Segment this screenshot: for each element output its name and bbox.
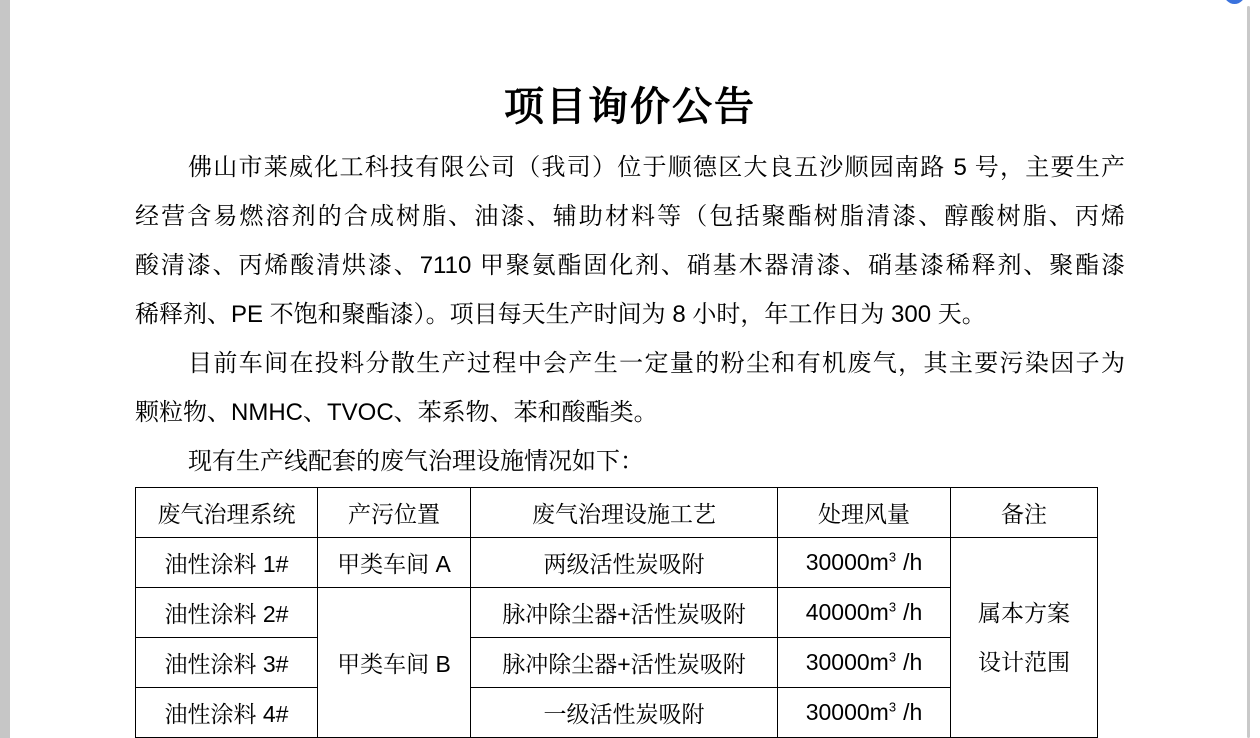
page-title: 项目询价公告 [504,85,756,129]
column-header-process: 废气治理设施工艺 [471,488,778,538]
cell-airflow [778,638,951,688]
airflow-superscript: 3 [888,649,897,665]
airflow-value: 30000m [805,699,889,725]
airflow-superscript: 3 [888,549,897,565]
airflow-unit: /h [903,549,923,575]
waste-gas-treatment-table [135,487,1098,738]
scroll-to-top-button[interactable] [1224,0,1245,4]
airflow-value: 40000m [805,599,889,625]
airflow-superscript: 3 [888,599,897,615]
airflow-unit: /h [903,599,923,625]
paragraph-line: 佛山市莱威化工科技有限公司（我司）位于顺德区大良五沙顺园南路 5 号，主要生产 [188,154,1125,181]
table-header-row [136,488,1098,538]
cell-system: 油性涂料 3# [136,638,318,688]
cell-remark-merged [951,538,1098,738]
paragraph-line: 经营含易燃溶剂的合成树脂、油漆、辅助材料等（包括聚酯树脂清漆、醇酸树脂、丙烯 [135,203,1125,230]
cell-system: 油性涂料 2# [136,588,318,638]
page-left-margin [0,0,10,738]
paragraph-line: 现有生产线配套的废气治理设施情况如下： [188,448,644,475]
airflow-value: 30000m [805,549,889,575]
vertical-scrollbar[interactable] [1247,6,1250,738]
document-body [135,143,1125,486]
cell-system: 油性涂料 4# [136,688,318,738]
cell-location-merged: 甲类车间 B [318,588,471,738]
remark-line-1: 属本方案 [978,599,1070,626]
paragraph-line: 稀释剂、PE 不饱和聚酯漆）。项目每天生产时间为 8 小时，年工作日为 300 天。 [135,301,986,328]
airflow-value: 30000m [805,649,889,675]
cell-airflow [778,538,951,588]
paragraph-line: 酸清漆、丙烯酸清烘漆、7110 甲聚氨酯固化剂、硝基木器清漆、硝基漆稀释剂、聚酯漆 [135,252,1125,279]
cell-location: 甲类车间 A [318,538,471,588]
cell-process: 一级活性炭吸附 [471,688,778,738]
airflow-superscript: 3 [888,699,897,715]
cell-system: 油性涂料 1# [136,538,318,588]
cell-airflow [778,688,951,738]
airflow-unit: /h [903,649,923,675]
column-header-remark: 备注 [951,488,1098,538]
cell-process: 两级活性炭吸附 [471,538,778,588]
column-header-airflow: 处理风量 [778,488,951,538]
paragraph-line: 颗粒物、NMHC、TVOC、苯系物、苯和酸酯类。 [135,399,658,426]
airflow-unit: /h [903,699,923,725]
cell-airflow [778,588,951,638]
remark-line-2: 设计范围 [978,648,1070,675]
column-header-system: 废气治理系统 [136,488,318,538]
column-header-location: 产污位置 [318,488,471,538]
table-row [136,538,1098,588]
paragraph-line: 目前车间在投料分散生产过程中会产生一定量的粉尘和有机废气，其主要污染因子为 [188,350,1125,377]
cell-process: 脉冲除尘器+活性炭吸附 [471,588,778,638]
cell-process: 脉冲除尘器+活性炭吸附 [471,638,778,688]
